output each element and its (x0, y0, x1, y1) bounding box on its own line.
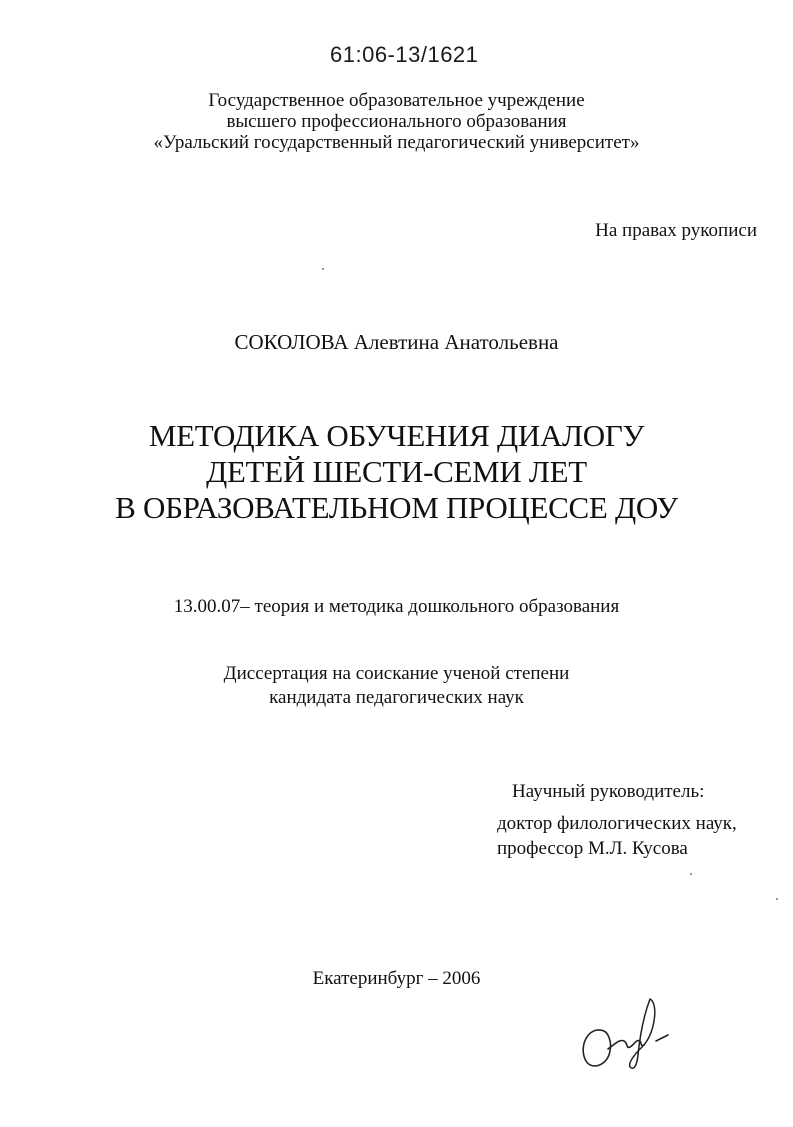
degree-line-1: Диссертация на соискание ученой степени (223, 663, 570, 684)
dissertation-title (0, 418, 793, 526)
archive-stamp-number: 61:06-13/1621 (330, 42, 479, 67)
specialty-code: 13.00.07– теория и методика дошкольного образования (173, 596, 620, 617)
scan-speck (690, 873, 692, 875)
signature-stroke-dash (656, 1035, 668, 1041)
title-line-3: В ОБРАЗОВАТЕЛЬНОМ ПРОЦЕССЕ ДОУ (115, 490, 678, 525)
title-line-1: МЕТОДИКА ОБУЧЕНИЯ ДИАЛОГУ (148, 418, 645, 453)
advisor-label: Научный руководитель: (512, 781, 705, 802)
signature-stroke-loop (630, 999, 655, 1068)
advisor-line-1: доктор филологических наук, (497, 813, 737, 834)
signature-stroke-main (583, 1030, 644, 1066)
author-name: СОКОЛОВА Алевтина Анатольевна (234, 330, 559, 354)
scan-speck (322, 268, 324, 270)
institution-line-2: высшего профессионального образования (226, 111, 567, 132)
city-year: Екатеринбург – 2006 (312, 968, 481, 989)
title-line-2: ДЕТЕЙ ШЕСТИ-СЕМИ ЛЕТ (206, 454, 587, 489)
institution-header (0, 90, 793, 153)
manuscript-rights-note: На правах рукописи (595, 220, 757, 241)
institution-line-1: Государственное образовательное учреждение (208, 90, 585, 111)
handwritten-signature (568, 985, 678, 1075)
institution-line-3: «Уральский государственный педагогический университет» (153, 132, 640, 153)
degree-statement (0, 662, 793, 710)
advisor-info (497, 811, 737, 861)
advisor-line-2: профессор М.Л. Кусова (497, 838, 688, 859)
degree-line-2: кандидата педагогических наук (269, 687, 524, 708)
scan-speck (776, 898, 778, 900)
